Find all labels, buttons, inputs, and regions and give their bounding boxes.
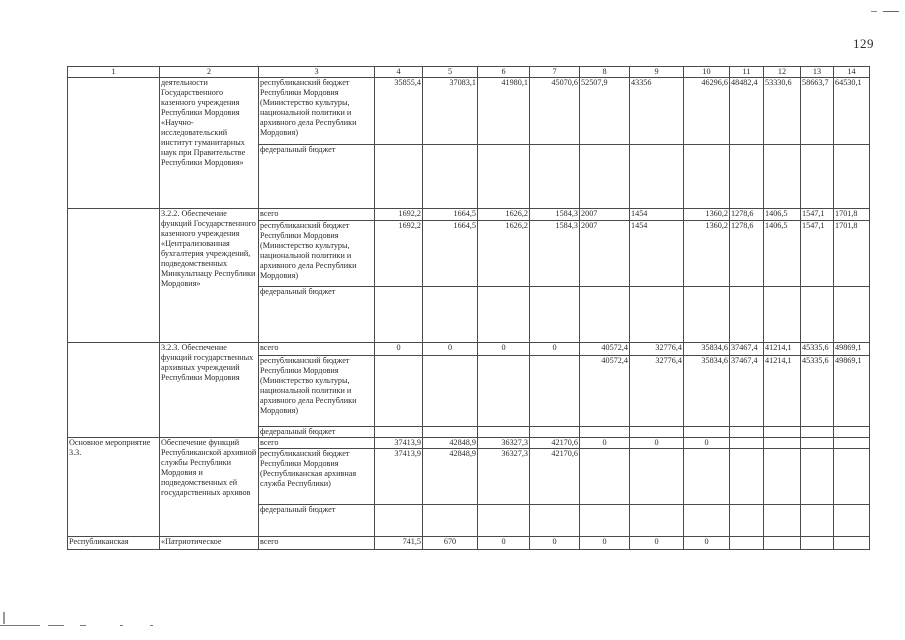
value-cell: 1626,2	[478, 221, 530, 287]
value-cell	[375, 505, 423, 537]
value-cell	[530, 287, 580, 343]
value-cell	[801, 449, 834, 505]
col-header: 4	[375, 67, 423, 78]
value-cell: 0	[478, 343, 530, 356]
value-cell	[764, 145, 801, 209]
value-cell	[423, 505, 478, 537]
value-cell	[375, 356, 423, 427]
value-cell: 42848,9	[423, 438, 478, 449]
funding-source-cell: республиканский бюджет Республики Мордовия (Министерство культуры, национальной политики и архивного дела Республики Мордовия)	[259, 221, 375, 287]
value-cell: 37467,4	[730, 343, 764, 356]
value-cell: 670	[423, 537, 478, 550]
scan-artifact-line	[0, 625, 200, 628]
value-cell: 1406,5	[764, 221, 801, 287]
value-cell	[478, 505, 530, 537]
value-cell	[580, 427, 630, 438]
activity-cell	[68, 209, 160, 343]
value-cell: 1692,2	[375, 221, 423, 287]
value-cell	[730, 505, 764, 537]
value-cell	[580, 145, 630, 209]
value-cell: 1664,5	[423, 221, 478, 287]
funding-source-cell: республиканский бюджет Республики Мордовия (Министерство культуры, национальной политики и архивного дела Республики Мордовия)	[259, 78, 375, 145]
value-cell	[730, 145, 764, 209]
funding-source-cell: всего	[259, 537, 375, 550]
value-cell: 0	[630, 438, 684, 449]
value-cell	[764, 438, 801, 449]
scan-edge-mark	[3, 612, 5, 624]
value-cell	[801, 287, 834, 343]
value-cell: 36327,3	[478, 449, 530, 505]
value-cell	[801, 145, 834, 209]
measure-name-cell: 3.2.2. Обеспечение функций Государственного казенного учреждения «Централизованная бухгалтерия учреждений, подведомственных Минкультнацу Республики Мордовия»	[160, 209, 259, 343]
value-cell: 41980,1	[478, 78, 530, 145]
value-cell: 1547,1	[801, 221, 834, 287]
page-number: 129	[853, 36, 874, 51]
table-row	[68, 438, 870, 449]
col-header: 14	[834, 67, 870, 78]
value-cell: 2007	[580, 209, 630, 221]
funding-source-cell: всего	[259, 343, 375, 356]
value-cell: 0	[423, 343, 478, 356]
value-cell	[375, 145, 423, 209]
value-cell: 37413,9	[375, 438, 423, 449]
value-cell: 32776,4	[630, 343, 684, 356]
value-cell: 37467,4	[730, 356, 764, 427]
value-cell	[834, 449, 870, 505]
value-cell	[730, 537, 764, 550]
value-cell: 36327,3	[478, 438, 530, 449]
value-cell	[834, 505, 870, 537]
funding-source-cell: республиканский бюджет Республики Мордовия (Министерство культуры, национальной политики и архивного дела Республики Мордовия)	[259, 356, 375, 427]
value-cell	[801, 537, 834, 550]
funding-source-cell: всего	[259, 438, 375, 449]
budget-table	[67, 66, 870, 550]
value-cell: 1278,6	[730, 221, 764, 287]
measure-name-cell: «Патриотическое	[160, 537, 259, 550]
activity-cell	[68, 343, 160, 438]
col-header: 8	[580, 67, 630, 78]
value-cell: 45335,6	[801, 343, 834, 356]
value-cell	[580, 449, 630, 505]
value-cell: 58663,7	[801, 78, 834, 145]
value-cell: 46296,6	[684, 78, 730, 145]
value-cell	[423, 356, 478, 427]
col-header: 1	[68, 67, 160, 78]
col-header: 5	[423, 67, 478, 78]
budget-table-container	[67, 66, 870, 550]
value-cell: 48482,4	[730, 78, 764, 145]
col-header: 3	[259, 67, 375, 78]
value-cell	[684, 449, 730, 505]
value-cell: 35834,6	[684, 343, 730, 356]
value-cell	[630, 287, 684, 343]
value-cell: 1547,1	[801, 209, 834, 221]
value-cell	[834, 287, 870, 343]
value-cell: 37413,9	[375, 449, 423, 505]
value-cell	[764, 537, 801, 550]
funding-source-cell: республиканский бюджет Республики Мордовия (Республиканская архивная служба Республики)	[259, 449, 375, 505]
value-cell	[834, 537, 870, 550]
funding-source-cell: федеральный бюджет	[259, 145, 375, 209]
value-cell: 42170,6	[530, 449, 580, 505]
value-cell	[764, 427, 801, 438]
value-cell: 1360,2	[684, 221, 730, 287]
value-cell: 49869,1	[834, 343, 870, 356]
value-cell	[730, 449, 764, 505]
funding-source-cell: федеральный бюджет	[259, 287, 375, 343]
value-cell	[423, 427, 478, 438]
activity-cell: Основное мероприятие 3.3.	[68, 438, 160, 537]
value-cell: 0	[580, 438, 630, 449]
col-header: 2	[160, 67, 259, 78]
value-cell: 32776,4	[630, 356, 684, 427]
value-cell: 1454	[630, 221, 684, 287]
value-cell: 41214,1	[764, 356, 801, 427]
value-cell	[478, 427, 530, 438]
value-cell: 0	[684, 537, 730, 550]
value-cell	[478, 287, 530, 343]
value-cell: 40572,4	[580, 356, 630, 427]
value-cell: 0	[530, 537, 580, 550]
value-cell	[580, 505, 630, 537]
measure-name-cell: 3.2.3. Обеспечение функций государственных архивных учреждений Республики Мордовия	[160, 343, 259, 438]
value-cell: 1584,3	[530, 209, 580, 221]
value-cell: 43356	[630, 78, 684, 145]
col-header: 12	[764, 67, 801, 78]
value-cell	[478, 356, 530, 427]
value-cell: 35855,4	[375, 78, 423, 145]
value-cell	[630, 145, 684, 209]
scan-corner-mark	[883, 11, 899, 12]
value-cell: 42848,9	[423, 449, 478, 505]
value-cell	[834, 438, 870, 449]
value-cell	[801, 438, 834, 449]
value-cell	[764, 287, 801, 343]
value-cell	[684, 287, 730, 343]
value-cell	[730, 427, 764, 438]
value-cell	[684, 505, 730, 537]
value-cell: 0	[530, 343, 580, 356]
value-cell: 45335,6	[801, 356, 834, 427]
value-cell: 64530,1	[834, 78, 870, 145]
value-cell	[834, 427, 870, 438]
value-cell: 1626,2	[478, 209, 530, 221]
value-cell	[801, 427, 834, 438]
value-cell: 49869,1	[834, 356, 870, 427]
col-header: 7	[530, 67, 580, 78]
value-cell: 41214,1	[764, 343, 801, 356]
value-cell: 1584,3	[530, 221, 580, 287]
value-cell	[630, 505, 684, 537]
value-cell	[834, 145, 870, 209]
value-cell: 1701,8	[834, 221, 870, 287]
col-header: 13	[801, 67, 834, 78]
value-cell: 37083,1	[423, 78, 478, 145]
value-cell: 53330,6	[764, 78, 801, 145]
value-cell: 45070,6	[530, 78, 580, 145]
value-cell	[423, 287, 478, 343]
value-cell	[684, 145, 730, 209]
value-cell: 1692,2	[375, 209, 423, 221]
value-cell: 0	[684, 438, 730, 449]
value-cell	[630, 449, 684, 505]
activity-cell: Республиканская	[68, 537, 160, 550]
value-cell	[580, 287, 630, 343]
value-cell: 0	[478, 537, 530, 550]
value-cell: 52507,9	[580, 78, 630, 145]
value-cell	[530, 505, 580, 537]
funding-source-cell: федеральный бюджет	[259, 505, 375, 537]
value-cell	[530, 427, 580, 438]
activity-cell	[68, 78, 160, 209]
col-header: 9	[630, 67, 684, 78]
column-number-row	[68, 67, 870, 78]
value-cell: 1278,6	[730, 209, 764, 221]
value-cell: 2007	[580, 221, 630, 287]
value-cell	[730, 287, 764, 343]
value-cell: 741,5	[375, 537, 423, 550]
col-header: 11	[730, 67, 764, 78]
col-header: 10	[684, 67, 730, 78]
value-cell	[530, 356, 580, 427]
value-cell	[730, 438, 764, 449]
value-cell: 1664,5	[423, 209, 478, 221]
value-cell: 1701,8	[834, 209, 870, 221]
value-cell	[423, 145, 478, 209]
col-header: 6	[478, 67, 530, 78]
table-row	[68, 343, 870, 356]
value-cell: 35834,6	[684, 356, 730, 427]
value-cell	[478, 145, 530, 209]
value-cell: 0	[630, 537, 684, 550]
value-cell	[764, 505, 801, 537]
table-row	[68, 78, 870, 145]
value-cell: 42170,6	[530, 438, 580, 449]
value-cell	[375, 287, 423, 343]
value-cell: 1406,5	[764, 209, 801, 221]
value-cell	[530, 145, 580, 209]
value-cell: 1454	[630, 209, 684, 221]
value-cell: 40572,4	[580, 343, 630, 356]
table-row	[68, 209, 870, 221]
value-cell: 1360,2	[684, 209, 730, 221]
value-cell: 0	[375, 343, 423, 356]
value-cell	[630, 427, 684, 438]
table-row	[68, 537, 870, 550]
value-cell	[801, 505, 834, 537]
funding-source-cell: федеральный бюджет	[259, 427, 375, 438]
value-cell	[764, 449, 801, 505]
measure-name-cell: деятельности Государственного казенного учреждения Республики Мордовия «Научно-исследовательский институт гуманитарных наук при Правительстве Республики Мордовия»	[160, 78, 259, 209]
value-cell	[684, 427, 730, 438]
value-cell	[375, 427, 423, 438]
measure-name-cell: Обеспечение функций Республиканской архивной службы Республики Мордовия и подведомственных ей государственных архивов	[160, 438, 259, 537]
value-cell: 0	[580, 537, 630, 550]
funding-source-cell: всего	[259, 209, 375, 221]
